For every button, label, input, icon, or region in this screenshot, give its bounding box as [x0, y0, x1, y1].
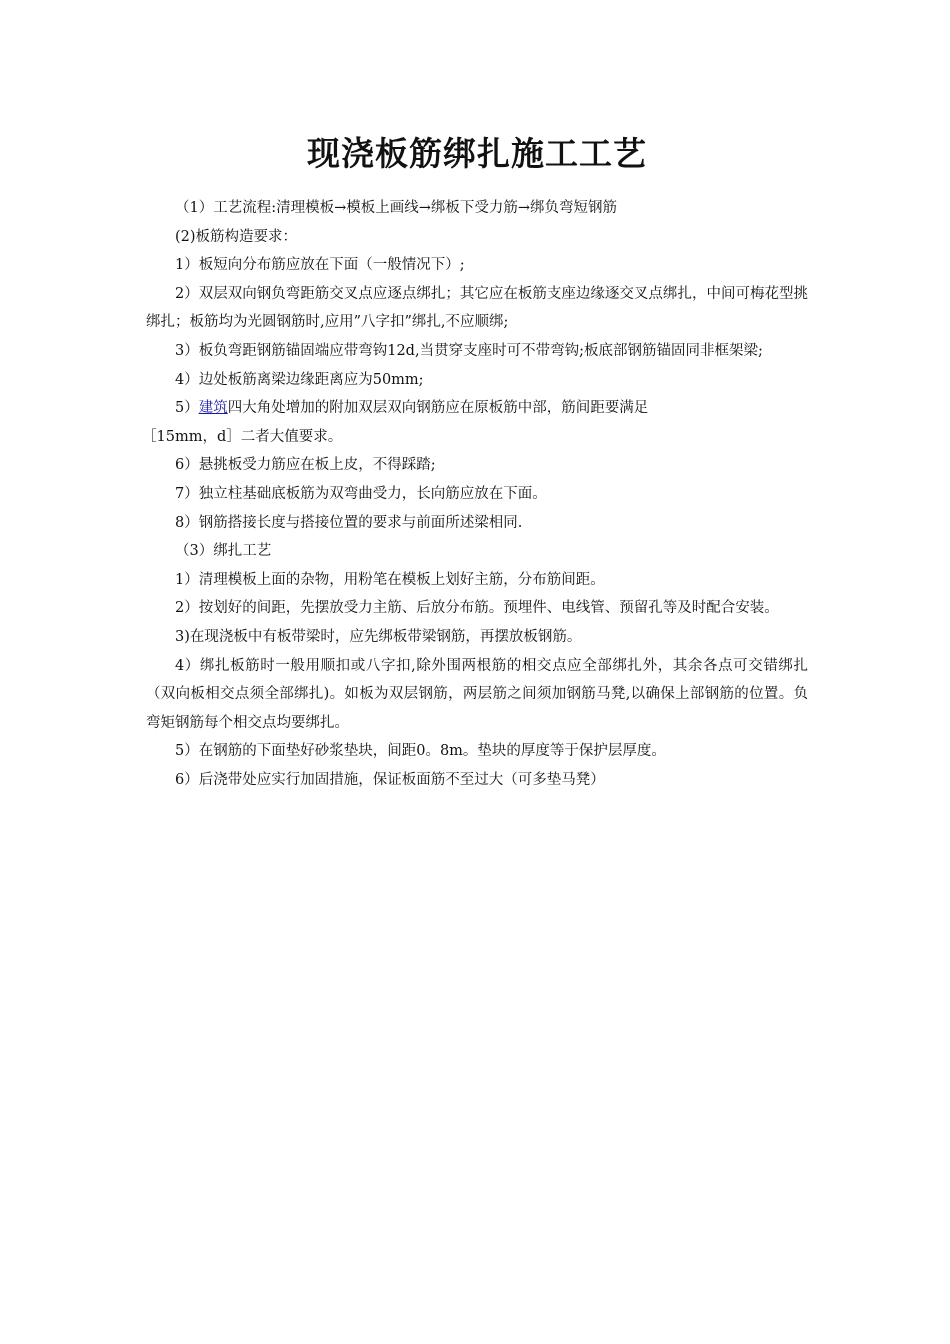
paragraph-binding-1: 1）清理模板上面的杂物，用粉笔在模板上划好主筋，分布筋间距。: [175, 571, 605, 588]
document-page: [142, 128, 808, 794]
paragraph-item-3: 3）板负弯距钢筋锚固端应带弯钩12d,当贯穿支座时可不带弯钩;板底部钢筋锚固同非框架梁;: [175, 342, 763, 359]
paragraph-binding-3: 3)在现浇板中有板带梁时，应先绑板带梁钢筋，再摆放板钢筋。: [175, 628, 582, 645]
paragraph-item-2: 2）双层双向钢负弯距筋交叉点应逐点绑扎；其它应在板筋支座边缘逐交叉点绑扎，中间可梅花型挑绑扎；板筋均为光圆钢筋时,应用”八字扣”绑扎,不应顺绑;: [146, 285, 808, 331]
paragraph-binding-2: 2）按划好的间距，先摆放受力主筋、后放分布筋。预埋件、电线管、预留孔等及时配合安装。: [175, 600, 779, 617]
paragraph-item-7: 7）独立柱基础底板筋为双弯曲受力，长向筋应放在下面。: [175, 485, 547, 502]
paragraph-binding-heading: （3）绑扎工艺: [175, 543, 272, 560]
building-link[interactable]: 建筑: [198, 400, 228, 417]
paragraph-structure-heading: (2)板筋构造要求：: [175, 228, 298, 245]
paragraph-binding-6: 6）后浇带处应实行加固措施，保证板面筋不至过大（可多垫马凳）: [175, 771, 605, 788]
paragraph-item-5: [146, 394, 808, 423]
paragraph-process-flow: （1）工艺流程:清理模板→模板上画线→绑板下受力筋→绑负弯短钢筋: [175, 200, 618, 216]
item-5-text: 四大角处增加的附加双层双向钢筋应在原板筋中部，筋间距要满足: [227, 400, 649, 417]
paragraph-item-4: 4）边处板筋离梁边缘距离应为50mm;: [175, 371, 424, 388]
paragraph-binding-4: 4）绑扎板筋时一般用顺扣或八字扣,除外围两根筋的相交点应全部绑扎外，其余各点可交错绑扎（双向板相交点须全部绑扎)。如板为双层钢筋，两层筋之间须加钢筋马凳,以确保上部钢筋的位置。负弯矩钢筋每个相交点均要绑扎。: [146, 657, 808, 731]
paragraph-item-1: 1）板短向分布筋应放在下面（一般情况下）;: [175, 257, 465, 274]
paragraph-item-8: 8）钢筋搭接长度与搭接位置的要求与前面所述梁相同.: [175, 514, 523, 531]
paragraph-binding-5: 5）在钢筋的下面垫好砂浆垫块，间距0。8m。垫块的厚度等于保护层厚度。: [175, 743, 666, 760]
paragraph-item-6: 6）悬挑板受力筋应在板上皮，不得踩踏;: [175, 457, 436, 474]
item-5-prefix: 5）: [175, 400, 199, 417]
paragraph-item-5-continued: ［15mm，d］二者大值要求。: [142, 428, 343, 445]
document-title: 现浇板筋绑扎施工工艺: [307, 134, 647, 173]
